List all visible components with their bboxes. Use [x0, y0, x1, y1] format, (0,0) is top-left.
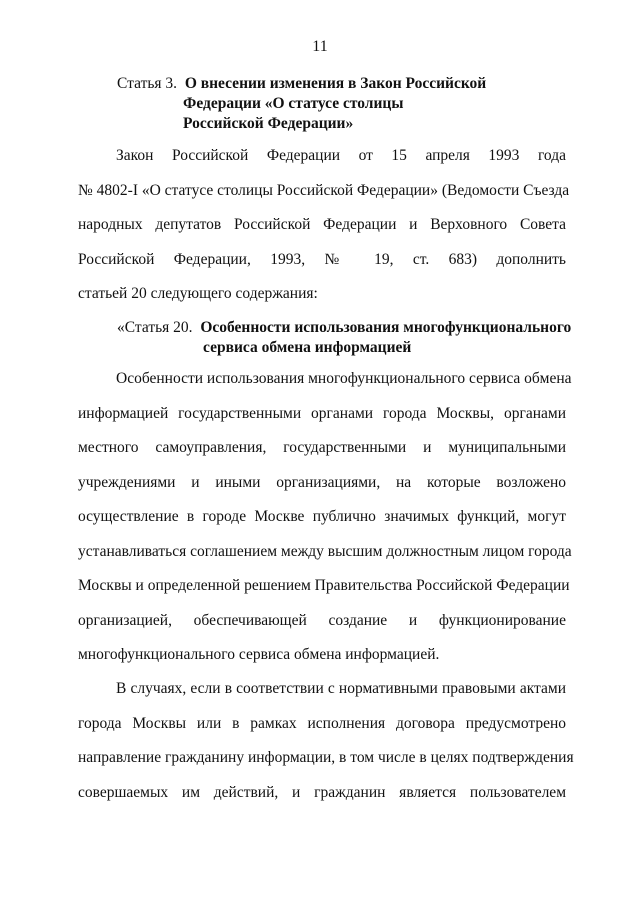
text-line: местного самоуправления, государственными и муниципальными	[78, 439, 566, 456]
text-line: статьей 20 следующего содержания:	[78, 285, 318, 302]
text-line: В случаях, если в соответствии с нормативными правовыми актами	[116, 680, 566, 697]
article-20-title-line: Особенности использования многофункционального	[200, 319, 572, 336]
text-line: № 4802-I «О статусе столицы Российской Федерации» (Ведомости Съезда	[78, 181, 570, 199]
article-3-heading-line-1	[117, 74, 486, 94]
paragraph-features	[78, 362, 572, 673]
text-line: Закон Российской Федерации от 15 апреля 1993 года	[116, 147, 566, 164]
text-line: многофункционального сервиса обмена информацией.	[78, 646, 440, 663]
text-line: народных депутатов Российской Федерации и Верховного Совета	[78, 216, 566, 233]
text-line: совершаемых им действий, и гражданин является пользователем	[78, 783, 566, 801]
text-line: Москвы и определенной решением Правительства Российской Федерации	[78, 577, 570, 594]
article-20-label: «Статья 20.	[117, 319, 193, 336]
article-20-heading	[117, 318, 571, 358]
article-3-title-line: Российской Федерации»	[183, 115, 354, 132]
text-line: информацией государственными органами города Москвы, органами	[78, 404, 566, 422]
article-3-title-line: О внесении изменения в Закон Российской	[184, 75, 487, 92]
article-3-title-line: Федерации «О статусе столицы	[183, 95, 404, 112]
text-line: осуществление в городе Москве публично значимых функций, могут	[78, 508, 566, 525]
text-line: устанавливаться соглашением между высшим должностным лицом города	[78, 542, 572, 560]
article-3-label: Статья 3.	[117, 75, 178, 92]
article-20-heading-line-1	[117, 318, 571, 338]
article-20-title-line: сервиса обмена информацией	[203, 339, 412, 356]
text-line: учреждениями и иными организациями, на которые возложено	[78, 473, 566, 491]
paragraph-law-amendment	[78, 139, 570, 312]
paragraph-cases	[78, 672, 574, 810]
text-line: направление гражданину информации, в том числе в целях подтверждения	[78, 749, 574, 766]
page-number: 11	[312, 38, 328, 55]
text-line: Российской Федерации, 1993, № 19, ст. 683) дополнить	[78, 250, 566, 268]
text-line: организацией, обеспечивающей создание и функционирование	[78, 611, 566, 629]
article-3-heading	[117, 74, 486, 134]
text-line: Особенности использования многофункционального сервиса обмена	[116, 370, 572, 387]
text-line: города Москвы или в рамках исполнения договора предусмотрено	[78, 714, 566, 732]
